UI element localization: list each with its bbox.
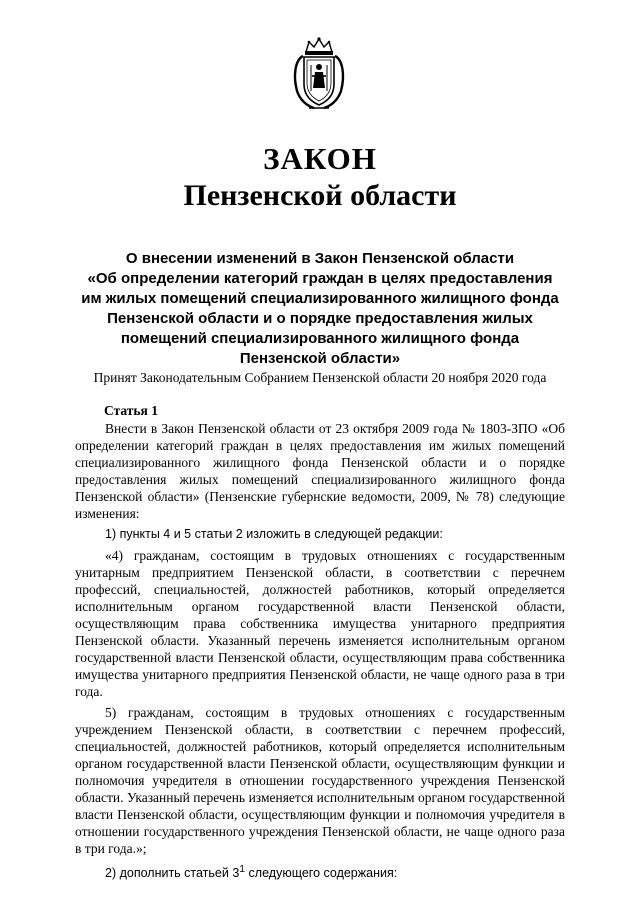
item-2-superscript: 1: [239, 864, 246, 875]
article-body: [75, 420, 565, 882]
subject-line: Пензенской области и о порядке предоставления жилых: [107, 310, 533, 327]
penza-coat-of-arms-icon: [289, 36, 349, 112]
point-5-paragraph: 5) гражданам, состоящим в трудовых отношениях с государственным учреждением Пензенской области, в соответствии с перечнем профессий, специальностей, должностей работников, который определяется исполнительным органом государственной власти Пензенской области, осуществляющим функции и полномочия учредителя в отношении государственного учреждения Пензенской области. Указанный перечень изменяется исполнительным органом государственной власти Пензенской области, осуществляющим функции и полномочия учредителя в отношении государственного учреждения Пензенской области, не чаще одного раза в три года.»;: [75, 705, 565, 856]
subject-line: О внесении изменений в Закон Пензенской области: [125, 250, 515, 267]
item-2-text-end: следующего содержания:: [245, 866, 398, 881]
intro-paragraph: Внести в Закон Пензенской области от 23 октября 2009 года № 1803-ЗПО «Об определении категорий граждан в целях предоставления им жилых помещений специализированного жилищного фонда Пензенской области и о порядке предоставления жилых помещений специализированного жилищного фонда Пензенской области» (Пензенские губернские ведомости, 2009, № 78) следующие изменения:: [75, 421, 565, 521]
item-2-text: 2) дополнить статьей 3: [105, 866, 240, 881]
subject-line: им жилых помещений специализированного жилищного фонда: [81, 290, 559, 307]
adoption-statement: Принят Законодательным Собранием Пензенской области 20 ноября 2020 года: [93, 370, 547, 385]
law-subject: [70, 249, 570, 369]
subject-line: помещений специализированного жилищного фонда: [120, 330, 520, 347]
amendment-item-1: 1) пункты 4 и 5 статьи 2 изложить в следующей редакции:: [105, 527, 443, 541]
article-heading: Статья 1: [104, 403, 158, 418]
amendment-item-2: [75, 861, 565, 882]
document-title: ЗАКОН: [263, 141, 377, 176]
point-4-paragraph: «4) гражданам, состоящим в трудовых отношениях с государственным унитарным предприятием Пензенской области, в соответствии с перечнем профессий, специальностей, должностей работников, который определяется исполнительным органом государственной власти Пензенской области, осуществляющим права собственника имущества унитарного предприятия Пензенской области. Указанный перечень изменяется исполнительным органом государственной власти Пензенской области, осуществляющим права собственника имущества унитарного предприятия Пензенской области, не чаще одного раза в три года.: [75, 548, 565, 699]
subject-line: Пензенской области»: [239, 350, 401, 367]
subject-line: «Об определении категорий граждан в целях предоставления: [87, 270, 553, 287]
document-region: Пензенской области: [183, 179, 457, 212]
